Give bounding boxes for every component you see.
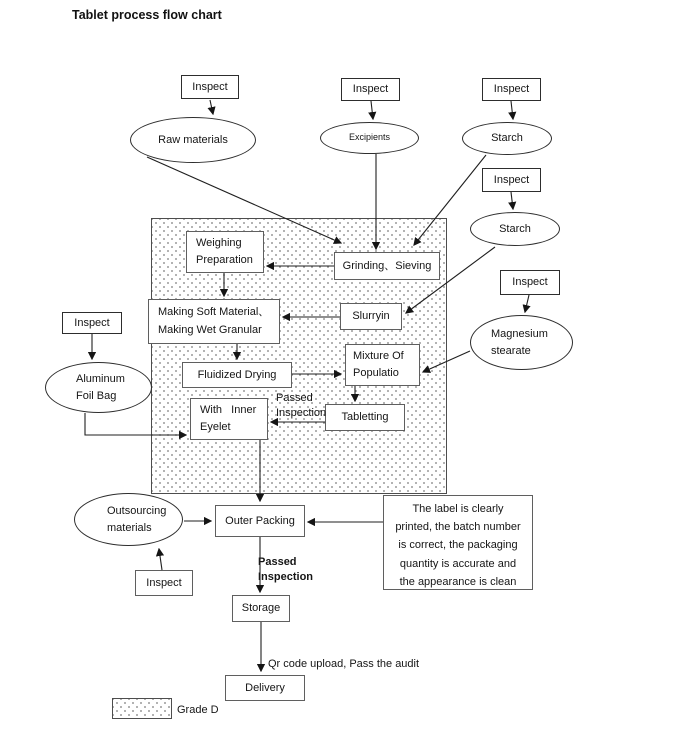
magnesium-line2: stearate xyxy=(491,344,531,357)
node-storage: Storage xyxy=(232,595,290,622)
node-tabletting: Tabletting xyxy=(325,404,405,431)
mixture-line1: Mixture Of xyxy=(353,349,404,362)
node-slurryin: Slurryin xyxy=(340,303,402,330)
inspect-box-excipients: Inspect xyxy=(341,78,400,101)
aluminum-line2: Foil Bag xyxy=(76,389,117,402)
eyelet-line2: Eyelet xyxy=(200,421,231,433)
weighing-line2: Preparation xyxy=(196,254,253,266)
excipients-label: Excipients xyxy=(348,132,391,143)
criteria-line2: printed, the batch number xyxy=(395,521,521,534)
qr-note-label: Qr code upload, Pass the audit xyxy=(268,658,420,670)
page-title: Tablet process flow chart xyxy=(72,8,222,22)
starch-mid-label: Starch xyxy=(499,222,531,235)
passed-inspection-bottom-label: Passed Inspection xyxy=(258,556,314,583)
starch-top-label: Starch xyxy=(491,132,523,145)
criteria-line4: quantity is accurate and xyxy=(399,557,517,570)
node-raw-materials xyxy=(130,117,256,163)
making-line2: Making Wet Granular xyxy=(158,323,262,336)
inspect-box-outsourcing: Inspect xyxy=(135,570,193,596)
node-starch-mid xyxy=(470,212,560,246)
legend-grade-d-label: Grade D xyxy=(177,704,219,716)
node-magnesium-stearate xyxy=(470,315,573,370)
magnesium-line1: Magnesium xyxy=(491,328,548,340)
node-weighing-preparation xyxy=(186,231,264,273)
node-label-criteria xyxy=(383,495,533,590)
criteria-line5: the appearance is clean xyxy=(399,575,517,588)
node-outer-packing: Outer Packing xyxy=(215,505,305,537)
raw-materials-label: Raw materials xyxy=(158,133,228,146)
node-mixture-of-populatio xyxy=(345,344,420,386)
passed-inspection-mid-label: Passed Inspection xyxy=(276,392,327,419)
outsourcing-line1: Outsourcing xyxy=(107,505,167,517)
weighing-line1: Weighing xyxy=(196,236,242,249)
node-starch-top xyxy=(462,122,552,155)
inspect-box-aluminum: Inspect xyxy=(62,312,122,334)
eyelet-line1: With Inner xyxy=(200,403,257,416)
making-line1: Making Soft Material、 xyxy=(158,306,270,319)
inspect-box-magnesium: Inspect xyxy=(500,270,560,295)
outsourcing-line2: materials xyxy=(107,521,152,534)
inspect-box-starch-mid: Inspect xyxy=(482,168,541,192)
inspect-box-raw-materials: Inspect xyxy=(181,75,239,99)
node-fluidized-drying: Fluidized Drying xyxy=(182,362,292,388)
inspect-box-starch-top: Inspect xyxy=(482,78,541,101)
criteria-line1: The label is clearly xyxy=(412,503,504,515)
node-making-granular xyxy=(148,299,280,344)
node-delivery: Delivery xyxy=(225,675,305,701)
node-outsourcing-materials xyxy=(74,493,183,546)
node-with-inner-eyelet xyxy=(190,398,268,440)
legend-grade-d-swatch xyxy=(112,698,172,719)
node-excipients xyxy=(320,122,419,154)
aluminum-line1: Aluminum xyxy=(76,373,125,385)
mixture-line2: Populatio xyxy=(353,367,399,379)
node-aluminum-foil-bag xyxy=(45,362,152,413)
criteria-line3: is correct, the packaging xyxy=(398,539,518,552)
node-grinding-sieving: Grinding、Sieving xyxy=(334,252,440,280)
